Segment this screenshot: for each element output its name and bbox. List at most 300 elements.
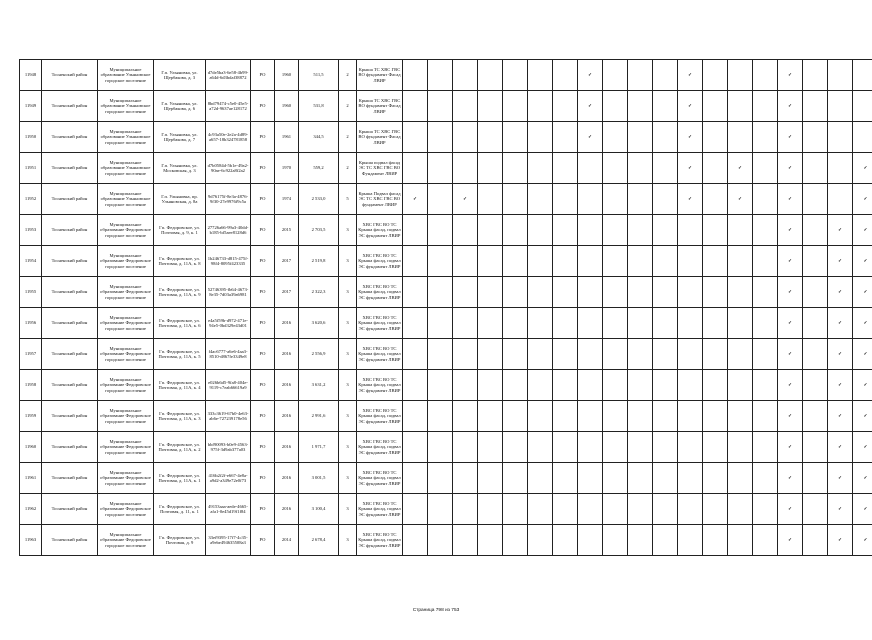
floors-cell: 3 [339, 525, 357, 556]
empty-work-cell [703, 215, 728, 246]
owner-cell: РО [251, 246, 275, 277]
empty-work-cell [503, 432, 528, 463]
empty-work-cell [628, 184, 653, 215]
row-id: 11951 [20, 153, 42, 184]
empty-work-cell [578, 339, 603, 370]
year-cell: 2016 [275, 370, 299, 401]
empty-work-cell [403, 246, 428, 277]
empty-work-cell [503, 308, 528, 339]
area-cell: 2 991,6 [299, 401, 339, 432]
empty-work-cell [478, 494, 503, 525]
empty-work-cell [428, 370, 453, 401]
area-cell: 2 519,8 [299, 246, 339, 277]
row-id: 11958 [20, 370, 42, 401]
empty-work-cell [653, 153, 678, 184]
empty-work-cell [753, 153, 778, 184]
empty-work-cell [403, 60, 428, 91]
empty-work-cell [428, 246, 453, 277]
empty-work-cell [428, 432, 453, 463]
house-uid-cell: 4c93a50e-2e2a-4d89-a657-18b324781858 [206, 122, 251, 153]
check-mark-icon: ✓ [828, 463, 853, 494]
owner-cell: РО [251, 184, 275, 215]
check-mark-icon: ✓ [578, 122, 603, 153]
empty-work-cell [403, 494, 428, 525]
empty-work-cell [528, 122, 553, 153]
check-mark-icon: ✓ [853, 370, 872, 401]
house-uid-cell: f4ac6777-a6e6-4aa3-8510-d867fe3349e8 [206, 339, 251, 370]
empty-work-cell [453, 463, 478, 494]
empty-work-cell [453, 401, 478, 432]
empty-work-cell [603, 494, 628, 525]
owner-cell: РО [251, 339, 275, 370]
empty-work-cell [428, 184, 453, 215]
empty-work-cell [453, 494, 478, 525]
empty-work-cell [578, 494, 603, 525]
empty-work-cell [803, 494, 828, 525]
empty-work-cell [678, 308, 703, 339]
municipality-cell: Муниципальное образование Ульяновское городское поселение [98, 122, 154, 153]
row-id: 11949 [20, 91, 42, 122]
empty-work-cell [403, 91, 428, 122]
owner-cell: РО [251, 401, 275, 432]
owner-cell: РО [251, 153, 275, 184]
row-id: 11963 [20, 525, 42, 556]
empty-work-cell [628, 122, 653, 153]
empty-work-cell [603, 308, 628, 339]
empty-work-cell [678, 494, 703, 525]
empty-work-cell [728, 339, 753, 370]
empty-work-cell [828, 91, 853, 122]
floors-cell: 3 [339, 277, 357, 308]
empty-work-cell [628, 308, 653, 339]
check-mark-icon: ✓ [778, 463, 803, 494]
empty-work-cell [853, 91, 872, 122]
empty-work-cell [403, 339, 428, 370]
empty-work-cell [578, 277, 603, 308]
empty-work-cell [528, 339, 553, 370]
empty-work-cell [678, 525, 703, 556]
address-cell: Г.п. Ульяновка, ул. Щербакова, д. 6 [154, 91, 206, 122]
municipality-cell: Муниципальное образование Ульяновское городское поселение [98, 60, 154, 91]
empty-work-cell [753, 339, 778, 370]
empty-work-cell [603, 401, 628, 432]
empty-work-cell [478, 339, 503, 370]
district-cell: Тосненский район [42, 308, 98, 339]
area-cell: 3 001,5 [299, 463, 339, 494]
empty-work-cell [453, 153, 478, 184]
empty-work-cell [678, 277, 703, 308]
table-body [20, 60, 872, 556]
check-mark-icon: ✓ [853, 184, 872, 215]
empty-work-cell [803, 60, 828, 91]
empty-work-cell [653, 339, 678, 370]
municipality-cell: Муниципальное образование Федоровское городское поселение [98, 339, 154, 370]
check-mark-icon: ✓ [828, 525, 853, 556]
empty-work-cell [653, 525, 678, 556]
empty-work-cell [428, 91, 453, 122]
empty-work-cell [578, 370, 603, 401]
empty-work-cell [753, 215, 778, 246]
owner-cell: РО [251, 525, 275, 556]
empty-work-cell [603, 463, 628, 494]
empty-work-cell [403, 308, 428, 339]
owner-cell: РО [251, 432, 275, 463]
empty-work-cell [528, 370, 553, 401]
check-mark-icon: ✓ [853, 246, 872, 277]
empty-work-cell [528, 215, 553, 246]
check-mark-icon: ✓ [453, 184, 478, 215]
check-mark-icon: ✓ [778, 184, 803, 215]
area-cell: 3 100,4 [299, 494, 339, 525]
year-cell: 1970 [275, 153, 299, 184]
year-cell: 1961 [275, 122, 299, 153]
empty-work-cell [703, 339, 728, 370]
table-row [20, 463, 872, 494]
empty-work-cell [603, 339, 628, 370]
area-cell: 2 703,5 [299, 215, 339, 246]
row-id: 11959 [20, 401, 42, 432]
district-cell: Тосненский район [42, 401, 98, 432]
district-cell: Тосненский район [42, 277, 98, 308]
year-cell: 2017 [275, 277, 299, 308]
empty-work-cell [478, 525, 503, 556]
check-mark-icon: ✓ [828, 494, 853, 525]
empty-work-cell [503, 184, 528, 215]
floors-cell: 3 [339, 401, 357, 432]
house-uid-cell: 416b2f2f-e667-4e8a-a9d2-a349e72e0f73 [206, 463, 251, 494]
empty-work-cell [728, 370, 753, 401]
empty-work-cell [628, 525, 653, 556]
row-id: 11953 [20, 215, 42, 246]
table-row [20, 246, 872, 277]
check-mark-icon: ✓ [403, 184, 428, 215]
empty-work-cell [653, 215, 678, 246]
empty-work-cell [503, 277, 528, 308]
municipality-cell: Муниципальное образование Ульяновское городское поселение [98, 184, 154, 215]
empty-work-cell [653, 60, 678, 91]
empty-work-cell [428, 60, 453, 91]
check-mark-icon: ✓ [778, 277, 803, 308]
empty-work-cell [628, 246, 653, 277]
area-cell: 3 620,6 [299, 308, 339, 339]
empty-work-cell [553, 184, 578, 215]
check-mark-icon: ✓ [678, 153, 703, 184]
table-row [20, 60, 872, 91]
empty-work-cell [728, 308, 753, 339]
empty-work-cell [678, 215, 703, 246]
floors-cell: 3 [339, 339, 357, 370]
empty-work-cell [803, 308, 828, 339]
empty-work-cell [428, 339, 453, 370]
empty-work-cell [478, 215, 503, 246]
empty-work-cell [728, 277, 753, 308]
floors-cell: 3 [339, 370, 357, 401]
table-row [20, 308, 872, 339]
empty-work-cell [553, 91, 578, 122]
empty-work-cell [503, 370, 528, 401]
empty-work-cell [453, 91, 478, 122]
works-list-cell: ХВС ГВС ВО ТС Крыша фасад, подвал ЭС фундамент ЛВИР [357, 525, 403, 556]
house-uid-cell: d7de5ba3-6e58-4b99-a64d-6d3bdaf38872 [206, 60, 251, 91]
floors-cell: 3 [339, 308, 357, 339]
floors-cell: 3 [339, 246, 357, 277]
empty-work-cell [678, 432, 703, 463]
check-mark-icon: ✓ [728, 153, 753, 184]
empty-work-cell [828, 184, 853, 215]
table-row [20, 494, 872, 525]
empty-work-cell [703, 463, 728, 494]
empty-work-cell [628, 401, 653, 432]
works-list-cell: ХВС ГВС ВО ТС Крыша фасад, подвал ЭС фундамент ЛВИР [357, 246, 403, 277]
empty-work-cell [478, 432, 503, 463]
empty-work-cell [553, 122, 578, 153]
empty-work-cell [678, 401, 703, 432]
check-mark-icon: ✓ [828, 308, 853, 339]
address-cell: Гп. Федоровское, ул. Почтовая, д. 11А, к. 9 [154, 277, 206, 308]
empty-work-cell [578, 463, 603, 494]
empty-work-cell [703, 494, 728, 525]
empty-work-cell [553, 60, 578, 91]
check-mark-icon: ✓ [578, 91, 603, 122]
empty-work-cell [528, 60, 553, 91]
empty-work-cell [403, 463, 428, 494]
empty-work-cell [653, 184, 678, 215]
municipality-cell: Муниципальное образование Федоровское городское поселение [98, 277, 154, 308]
area-cell: 1 971,7 [299, 432, 339, 463]
district-cell: Тосненский район [42, 184, 98, 215]
empty-work-cell [728, 525, 753, 556]
empty-work-cell [578, 184, 603, 215]
check-mark-icon: ✓ [778, 215, 803, 246]
empty-work-cell [603, 277, 628, 308]
area-cell: 3 631,2 [299, 370, 339, 401]
check-mark-icon: ✓ [853, 215, 872, 246]
empty-work-cell [503, 215, 528, 246]
empty-work-cell [578, 525, 603, 556]
table-row [20, 432, 872, 463]
check-mark-icon: ✓ [853, 308, 872, 339]
address-cell: Г.п. Ульяновка, пр. Ульяновская, д. 8а [154, 184, 206, 215]
address-cell: Гп. Федоровское, ул. Почтовая, д. 11А, к. 1 [154, 463, 206, 494]
empty-work-cell [753, 494, 778, 525]
check-mark-icon: ✓ [828, 277, 853, 308]
district-cell: Тосненский район [42, 339, 98, 370]
empty-work-cell [653, 122, 678, 153]
municipality-cell: Муниципальное образование Федоровское городское поселение [98, 525, 154, 556]
empty-work-cell [603, 246, 628, 277]
house-uid-cell: 9d76175f-8e3a-4876-9f30-27e9976f9c5a [206, 184, 251, 215]
empty-work-cell [628, 153, 653, 184]
owner-cell: РО [251, 122, 275, 153]
row-id: 11957 [20, 339, 42, 370]
municipality-cell: Муниципальное образование Федоровское городское поселение [98, 215, 154, 246]
empty-work-cell [503, 122, 528, 153]
empty-work-cell [828, 153, 853, 184]
year-cell: 1960 [275, 60, 299, 91]
empty-work-cell [603, 122, 628, 153]
check-mark-icon: ✓ [778, 401, 803, 432]
row-id: 11950 [20, 122, 42, 153]
house-uid-cell: bbf90093-b0e9-4563-975f-3d9ab377a03 [206, 432, 251, 463]
empty-work-cell [428, 153, 453, 184]
area-cell: 2 678,4 [299, 525, 339, 556]
empty-work-cell [428, 463, 453, 494]
check-mark-icon: ✓ [853, 463, 872, 494]
empty-work-cell [753, 60, 778, 91]
empty-work-cell [728, 122, 753, 153]
floors-cell: 2 [339, 153, 357, 184]
house-uid-cell: 49153aaa-aede-4665-afa1-0e45d19f1f84 [206, 494, 251, 525]
district-cell: Тосненский район [42, 215, 98, 246]
owner-cell: РО [251, 215, 275, 246]
empty-work-cell [803, 370, 828, 401]
works-list-cell: Крыша ТС ХВС ГВС ВО фундамент Фасад ЛВИР [357, 122, 403, 153]
row-id: 11955 [20, 277, 42, 308]
floors-cell: 2 [339, 60, 357, 91]
empty-work-cell [803, 525, 828, 556]
floors-cell: 5 [339, 184, 357, 215]
empty-work-cell [403, 370, 428, 401]
empty-work-cell [553, 277, 578, 308]
empty-work-cell [453, 60, 478, 91]
year-cell: 2016 [275, 401, 299, 432]
empty-work-cell [478, 401, 503, 432]
empty-work-cell [728, 91, 753, 122]
empty-work-cell [578, 401, 603, 432]
empty-work-cell [403, 401, 428, 432]
table-row [20, 525, 872, 556]
check-mark-icon: ✓ [828, 339, 853, 370]
district-cell: Тосненский район [42, 432, 98, 463]
area-cell: 511,5 [299, 60, 339, 91]
empty-work-cell [628, 339, 653, 370]
empty-work-cell [478, 370, 503, 401]
empty-work-cell [478, 308, 503, 339]
floors-cell: 2 [339, 91, 357, 122]
empty-work-cell [453, 432, 478, 463]
empty-work-cell [553, 339, 578, 370]
check-mark-icon: ✓ [778, 525, 803, 556]
empty-work-cell [553, 401, 578, 432]
empty-work-cell [503, 60, 528, 91]
empty-work-cell [703, 277, 728, 308]
empty-work-cell [753, 525, 778, 556]
row-id: 11961 [20, 463, 42, 494]
empty-work-cell [453, 525, 478, 556]
area-cell: 2 556,9 [299, 339, 339, 370]
empty-work-cell [653, 370, 678, 401]
check-mark-icon: ✓ [778, 91, 803, 122]
check-mark-icon: ✓ [778, 246, 803, 277]
empty-work-cell [803, 339, 828, 370]
empty-work-cell [478, 184, 503, 215]
empty-work-cell [428, 277, 453, 308]
district-cell: Тосненский район [42, 122, 98, 153]
works-list-cell: ХВС ГВС ВО ТС Крыша фасад, подвал ЭС фундамент ЛВИР [357, 401, 403, 432]
housing-register-table [19, 59, 872, 556]
table-row [20, 277, 872, 308]
municipality-cell: Муниципальное образование Федоровское городское поселение [98, 463, 154, 494]
empty-work-cell [428, 308, 453, 339]
floors-cell: 3 [339, 215, 357, 246]
works-list-cell: ХВС ГВС ВО ТС Крыша фасад, подвал ЭС фундамент ЛВИР [357, 277, 403, 308]
table-row [20, 91, 872, 122]
empty-work-cell [803, 246, 828, 277]
empty-work-cell [528, 184, 553, 215]
check-mark-icon: ✓ [853, 525, 872, 556]
check-mark-icon: ✓ [853, 494, 872, 525]
municipality-cell: Муниципальное образование Ульяновское городское поселение [98, 91, 154, 122]
empty-work-cell [803, 153, 828, 184]
empty-work-cell [678, 246, 703, 277]
empty-work-cell [753, 246, 778, 277]
empty-work-cell [703, 401, 728, 432]
municipality-cell: Муниципальное образование Федоровское городское поселение [98, 401, 154, 432]
empty-work-cell [703, 525, 728, 556]
table-row [20, 370, 872, 401]
empty-work-cell [728, 494, 753, 525]
empty-work-cell [503, 153, 528, 184]
empty-work-cell [478, 153, 503, 184]
owner-cell: РО [251, 277, 275, 308]
table-row [20, 339, 872, 370]
check-mark-icon: ✓ [828, 370, 853, 401]
empty-work-cell [453, 215, 478, 246]
empty-work-cell [503, 463, 528, 494]
empty-work-cell [528, 525, 553, 556]
empty-work-cell [553, 153, 578, 184]
empty-work-cell [528, 246, 553, 277]
empty-work-cell [703, 153, 728, 184]
owner-cell: РО [251, 463, 275, 494]
empty-work-cell [503, 494, 528, 525]
empty-work-cell [578, 215, 603, 246]
check-mark-icon: ✓ [853, 432, 872, 463]
empty-work-cell [428, 525, 453, 556]
empty-work-cell [803, 184, 828, 215]
empty-work-cell [728, 463, 753, 494]
year-cell: 2016 [275, 308, 299, 339]
works-list-cell: ХВС ГВС ВО ТС Крыша фасад, подвал ЭС фундамент ЛВИР [357, 339, 403, 370]
municipality-cell: Муниципальное образование Федоровское городское поселение [98, 494, 154, 525]
municipality-cell: Муниципальное образование Федоровское городское поселение [98, 308, 154, 339]
empty-work-cell [553, 308, 578, 339]
works-list-cell: ХВС ГВС ВО ТС Крыша фасад, подвал ЭС фундамент ЛВИР [357, 370, 403, 401]
empty-work-cell [478, 463, 503, 494]
empty-work-cell [453, 122, 478, 153]
house-uid-cell: 333c3619-67b0-4e63-ab6e-727239178e56 [206, 401, 251, 432]
district-cell: Тосненский район [42, 60, 98, 91]
empty-work-cell [653, 246, 678, 277]
year-cell: 2014 [275, 525, 299, 556]
year-cell: 1974 [275, 184, 299, 215]
check-mark-icon: ✓ [728, 184, 753, 215]
empty-work-cell [828, 60, 853, 91]
works-list-cell: Крыша подвал фасад ЭС ТС ХВС ГВС ВО Фундамент ЛВИР [357, 153, 403, 184]
check-mark-icon: ✓ [828, 246, 853, 277]
check-mark-icon: ✓ [853, 401, 872, 432]
empty-work-cell [753, 122, 778, 153]
empty-work-cell [528, 277, 553, 308]
empty-work-cell [628, 494, 653, 525]
empty-work-cell [553, 525, 578, 556]
table-row [20, 401, 872, 432]
empty-work-cell [578, 308, 603, 339]
empty-work-cell [628, 432, 653, 463]
district-cell: Тосненский район [42, 153, 98, 184]
empty-work-cell [703, 184, 728, 215]
owner-cell: РО [251, 370, 275, 401]
